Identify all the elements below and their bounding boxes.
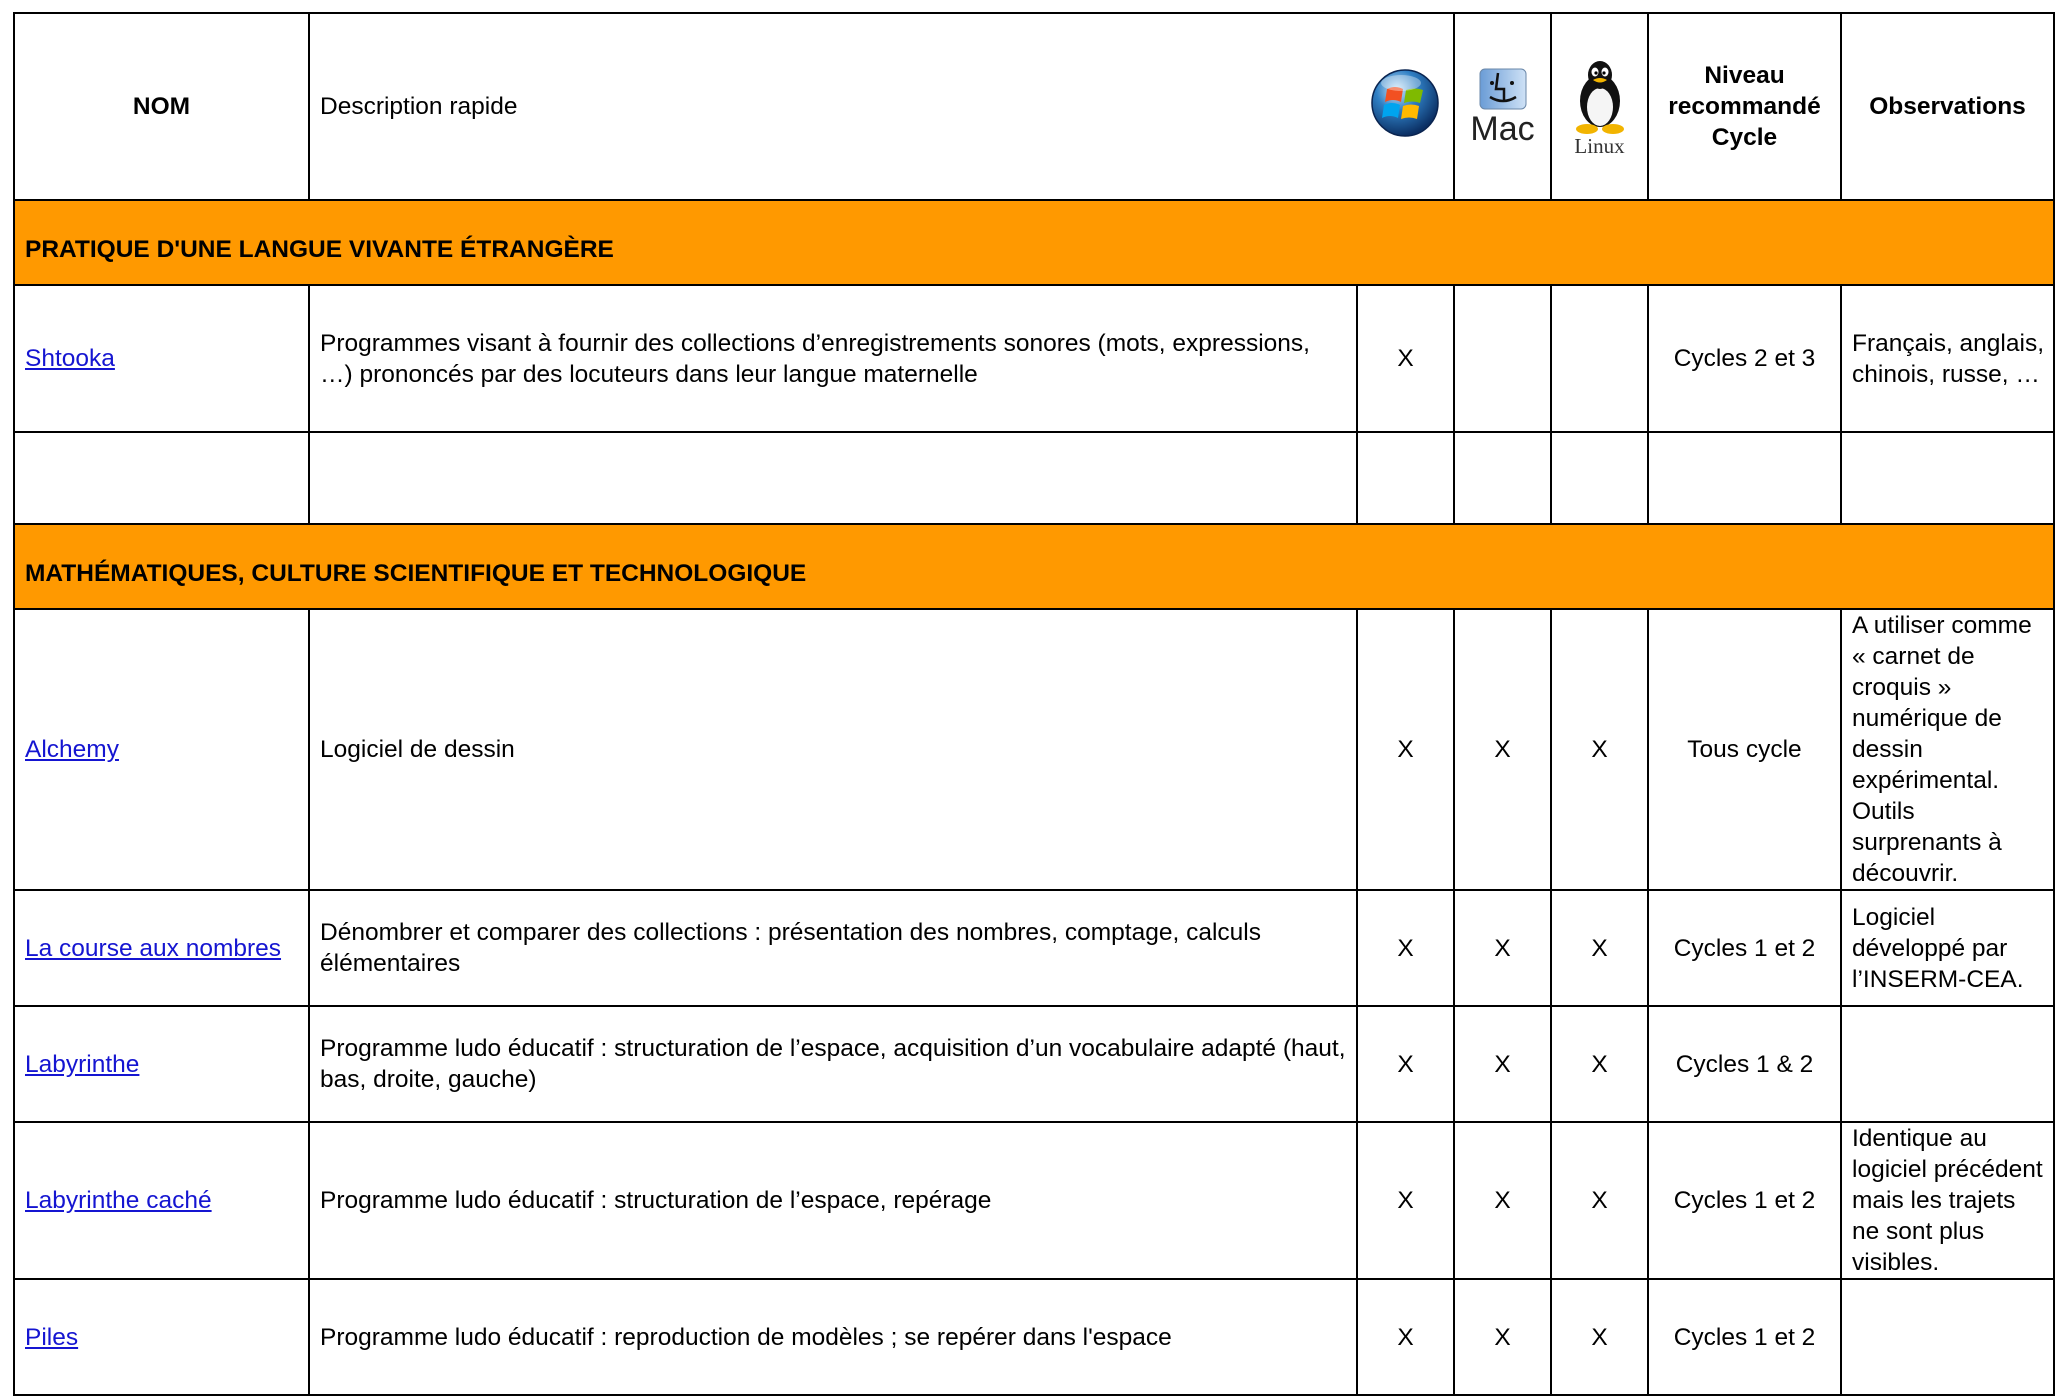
section-title: MATHÉMATIQUES, CULTURE SCIENTIFIQUE ET TECHNOLOGIQUE [14, 524, 2054, 609]
section-row [14, 200, 2054, 285]
header-mac [1454, 13, 1551, 200]
software-name-cell [14, 890, 309, 1006]
linux-cell [1551, 432, 1648, 524]
header-niveau-line1: Niveau [1704, 62, 1785, 89]
description-cell: Programme ludo éducatif : structuration de l’espace, repérage [309, 1122, 1357, 1279]
software-name-cell [14, 1006, 309, 1122]
observations-cell: Français, anglais, chinois, russe, … [1841, 285, 2054, 432]
header-nom: NOM [14, 13, 309, 200]
header-description: Description rapide [309, 13, 1357, 200]
mac-cell: X [1454, 1279, 1551, 1395]
header-windows [1357, 13, 1454, 200]
linux-cell: X [1551, 1006, 1648, 1122]
windows-cell [1357, 432, 1454, 524]
windows-cell: X [1357, 1006, 1454, 1122]
linux-cell: X [1551, 1279, 1648, 1395]
header-niveau [1648, 13, 1841, 200]
observations-cell [1841, 432, 2054, 524]
windows-cell: X [1357, 1122, 1454, 1279]
header-linux [1551, 13, 1648, 200]
header-niveau-line2: recommandé [1668, 93, 1821, 120]
table-row [14, 609, 2054, 890]
section-title: PRATIQUE D'UNE LANGUE VIVANTE ÉTRANGÈRE [14, 200, 2054, 285]
software-link[interactable]: Shtooka [25, 345, 115, 372]
linux-cell [1551, 285, 1648, 432]
linux-label: Linux [1574, 133, 1625, 158]
software-link[interactable]: Piles [25, 1323, 79, 1351]
niveau-cell [1648, 432, 1841, 524]
software-link[interactable]: Labyrinthe caché [25, 1187, 212, 1214]
software-name-cell [14, 1279, 309, 1395]
table-row [14, 890, 2054, 1006]
software-table [13, 12, 2055, 1396]
windows-cell: X [1357, 609, 1454, 890]
mac-cell [1454, 285, 1551, 432]
linux-cell: X [1551, 890, 1648, 1006]
table-row [14, 1279, 2054, 1395]
table-row [14, 1122, 2054, 1279]
software-link[interactable]: La course aux nombres [25, 934, 282, 962]
software-link[interactable]: Labyrinthe [25, 1050, 140, 1078]
observations-cell: A utiliser comme « carnet de croquis » numérique de dessin expérimental. Outils surprenants à découvrir. [1841, 609, 2054, 890]
software-name-cell [14, 432, 309, 524]
description-cell: Programme ludo éducatif : reproduction de modèles ; se repérer dans l'espace [309, 1279, 1357, 1395]
software-link[interactable]: Alchemy [25, 736, 119, 763]
software-name-cell [14, 1122, 309, 1279]
table-row [14, 1006, 2054, 1122]
mac-label: Mac [1470, 109, 1535, 148]
niveau-cell: Cycles 2 et 3 [1648, 285, 1841, 432]
description-cell: Programme ludo éducatif : structuration de l’espace, acquisition d’un vocabulaire adapté (haut, bas, droite, gauche) [309, 1006, 1357, 1122]
niveau-cell: Cycles 1 et 2 [1648, 1279, 1841, 1395]
niveau-cell: Tous cycle [1648, 609, 1841, 890]
windows-logo-icon [1369, 63, 1441, 143]
mac-cell: X [1454, 890, 1551, 1006]
section-row [14, 524, 2054, 609]
linux-cell: X [1551, 609, 1648, 890]
niveau-cell: Cycles 1 et 2 [1648, 890, 1841, 1006]
linux-logo-icon [1552, 57, 1647, 157]
observations-cell [1841, 1006, 2054, 1122]
description-cell: Dénombrer et comparer des collections : présentation des nombres, comptage, calculs élémentaires [309, 890, 1357, 1006]
mac-cell [1454, 432, 1551, 524]
description-cell: Programmes visant à fournir des collections d’enregistrements sonores (mots, expressions, …) prononcés par des locuteurs dans leur langue maternelle [309, 285, 1357, 432]
description-cell [309, 432, 1357, 524]
observations-cell [1841, 1279, 2054, 1395]
niveau-cell: Cycles 1 & 2 [1648, 1006, 1841, 1122]
niveau-cell: Cycles 1 et 2 [1648, 1122, 1841, 1279]
description-cell: Logiciel de dessin [309, 609, 1357, 890]
software-name-cell [14, 285, 309, 432]
header-niveau-line3: Cycle [1711, 124, 1778, 151]
observations-cell: Logiciel développé par l’INSERM-CEA. [1841, 890, 2054, 1006]
table-row [14, 285, 2054, 432]
mac-cell: X [1454, 1122, 1551, 1279]
windows-cell: X [1357, 285, 1454, 432]
mac-logo-icon [1455, 67, 1550, 147]
mac-cell: X [1454, 1006, 1551, 1122]
software-name-cell [14, 609, 309, 890]
mac-cell: X [1454, 609, 1551, 890]
observations-cell: Identique au logiciel précédent mais les trajets ne sont plus visibles. [1841, 1122, 2054, 1279]
windows-cell: X [1357, 1279, 1454, 1395]
header-row [14, 13, 2054, 200]
table-row [14, 432, 2054, 524]
header-observations: Observations [1841, 13, 2054, 200]
windows-cell: X [1357, 890, 1454, 1006]
linux-cell: X [1551, 1122, 1648, 1279]
